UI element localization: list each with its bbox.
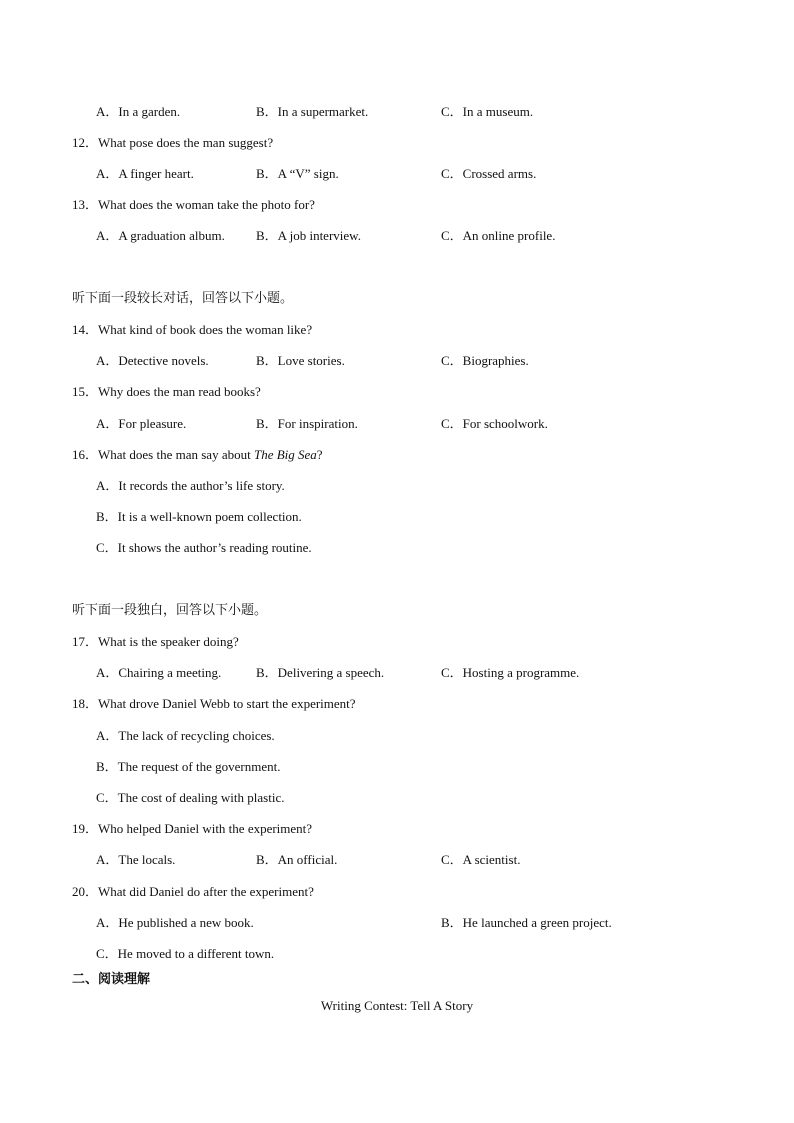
q13-option-b: B．A job interview. bbox=[256, 228, 361, 243]
q16-book-title: The Big Sea bbox=[253, 447, 317, 462]
q11-option-a: A．In a garden. bbox=[96, 104, 181, 119]
q14-option-b: B．Love stories. bbox=[256, 353, 345, 368]
q16-option-a: A．It records the author’s life story. bbox=[96, 478, 285, 493]
q18-option-c: C．The cost of dealing with plastic. bbox=[96, 790, 285, 805]
q18-option-b: B．The request of the government. bbox=[96, 759, 281, 774]
q12-question: 12．What pose does the man suggest? bbox=[72, 135, 274, 150]
q11-option-b: B．In a supermarket. bbox=[256, 104, 369, 119]
q15-option-c: C．For schoolwork. bbox=[441, 416, 548, 431]
q11-option-c: C．In a museum. bbox=[441, 104, 534, 119]
q13-option-a: A．A graduation album. bbox=[96, 228, 225, 243]
q13-option-c: C．An online profile. bbox=[441, 228, 556, 243]
q20-question: 20．What did Daniel do after the experiment? bbox=[72, 884, 314, 899]
q19-option-c: C．A scientist. bbox=[441, 852, 521, 867]
q14-question: 14．What kind of book does the woman like? bbox=[72, 322, 313, 337]
q19-question: 19．Who helped Daniel with the experiment? bbox=[72, 821, 313, 836]
q15-option-b: B．For inspiration. bbox=[256, 416, 358, 431]
q16-option-b: B．It is a well-known poem collection. bbox=[96, 509, 302, 524]
q17-option-c: C．Hosting a programme. bbox=[441, 665, 580, 680]
q20-option-b: B．He launched a green project. bbox=[441, 915, 612, 930]
part-two-heading: 二、阅读理解 bbox=[72, 972, 151, 987]
q12-option-c: C．Crossed arms. bbox=[441, 166, 537, 181]
q20-option-a: A．He published a new book. bbox=[96, 915, 254, 930]
q16-option-c: C．It shows the author’s reading routine. bbox=[96, 540, 312, 555]
q19-option-b: B．An official. bbox=[256, 852, 338, 867]
q17-option-b: B．Delivering a speech. bbox=[256, 665, 385, 680]
q15-question: 15．Why does the man read books? bbox=[72, 384, 261, 399]
q14-option-a: A．Detective novels. bbox=[96, 353, 209, 368]
q12-option-b: B．A “V” sign. bbox=[256, 166, 339, 181]
reading-passage-title: Writing Contest: Tell A Story bbox=[320, 998, 474, 1013]
q17-question: 17．What is the speaker doing? bbox=[72, 634, 239, 649]
q16-question-end: ? bbox=[316, 447, 323, 462]
q14-option-c: C．Biographies. bbox=[441, 353, 529, 368]
q18-question: 18．What drove Daniel Webb to start the experiment? bbox=[72, 696, 356, 711]
q18-option-a: A．The lack of recycling choices. bbox=[96, 728, 275, 743]
section-instruction-monologue: 听下面一段独白，回答以下小题。 bbox=[72, 603, 268, 618]
q15-option-a: A．For pleasure. bbox=[96, 416, 187, 431]
q16-question-text: 16．What does the man say about bbox=[72, 447, 254, 462]
q17-option-a: A．Chairing a meeting. bbox=[96, 665, 222, 680]
q12-option-a: A．A finger heart. bbox=[96, 166, 194, 181]
q13-question: 13．What does the woman take the photo for? bbox=[72, 197, 315, 212]
q16-question bbox=[72, 447, 323, 463]
q20-option-c: C．He moved to a different town. bbox=[96, 946, 275, 961]
q19-option-a: A．The locals. bbox=[96, 852, 176, 867]
section-instruction-long-dialogue: 听下面一段较长对话，回答以下小题。 bbox=[72, 291, 294, 306]
